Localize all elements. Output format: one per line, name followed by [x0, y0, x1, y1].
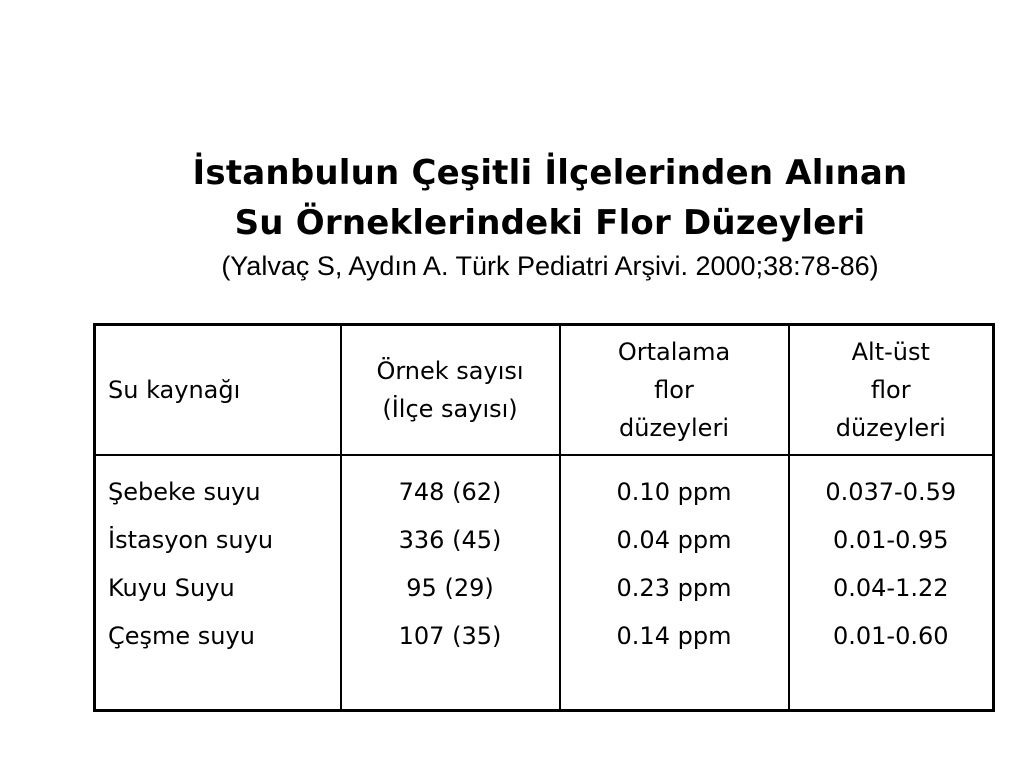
range-fluoride-cell	[789, 455, 994, 711]
header-line: Ortalama	[617, 338, 731, 366]
range-fluoride-value: 0.01-0.95	[832, 526, 949, 554]
sample-count-value: 336 (45)	[398, 526, 502, 554]
header-sample-count	[341, 325, 560, 456]
header-line: Su kaynağı	[108, 376, 241, 404]
slide-title-line-1: İstanbulun Çeşitli İlçelerinden Alınan	[192, 153, 908, 193]
table-header-row	[95, 325, 994, 456]
sample-count-value: 107 (35)	[398, 622, 502, 650]
sample-count-cell	[341, 455, 560, 711]
header-line: flor	[654, 376, 694, 404]
header-line: düzeyleri	[619, 414, 729, 442]
header-line: Alt-üst	[851, 338, 930, 366]
range-fluoride-value: 0.04-1.22	[832, 574, 949, 602]
table-row	[95, 455, 994, 711]
mean-fluoride-value: 0.04 ppm	[616, 526, 732, 554]
header-line: flor	[870, 376, 911, 404]
header-range-fluoride	[789, 325, 994, 456]
water-source-cell	[95, 455, 341, 711]
mean-fluoride-value: 0.14 ppm	[616, 622, 732, 650]
sample-count-value: 748 (62)	[398, 478, 502, 506]
range-fluoride-value: 0.01-0.60	[832, 622, 949, 650]
header-line: Örnek sayısı	[376, 357, 524, 385]
sample-count-value: 95 (29)	[406, 574, 494, 602]
mean-fluoride-cell	[560, 455, 789, 711]
citation: (Yalvaç S, Aydın A. Türk Pediatri Arşivi. 2000;38:78-86)	[221, 251, 879, 281]
slide-title-block	[120, 148, 980, 284]
header-line: düzeyleri	[835, 414, 946, 442]
header-water-source	[95, 325, 341, 456]
water-source-value: Çeşme suyu	[108, 622, 255, 650]
range-fluoride-value: 0.037-0.59	[825, 478, 957, 506]
header-mean-fluoride	[560, 325, 789, 456]
header-line: (İlçe sayısı)	[382, 395, 518, 423]
water-source-value: İstasyon suyu	[108, 526, 274, 554]
mean-fluoride-value: 0.23 ppm	[616, 574, 732, 602]
water-source-value: Şebeke suyu	[108, 478, 261, 506]
mean-fluoride-value: 0.10 ppm	[616, 478, 732, 506]
water-source-value: Kuyu Suyu	[108, 574, 235, 602]
slide-title-line-2: Su Örneklerindeki Flor Düzeyleri	[234, 203, 866, 243]
fluoride-levels-table	[93, 323, 995, 712]
